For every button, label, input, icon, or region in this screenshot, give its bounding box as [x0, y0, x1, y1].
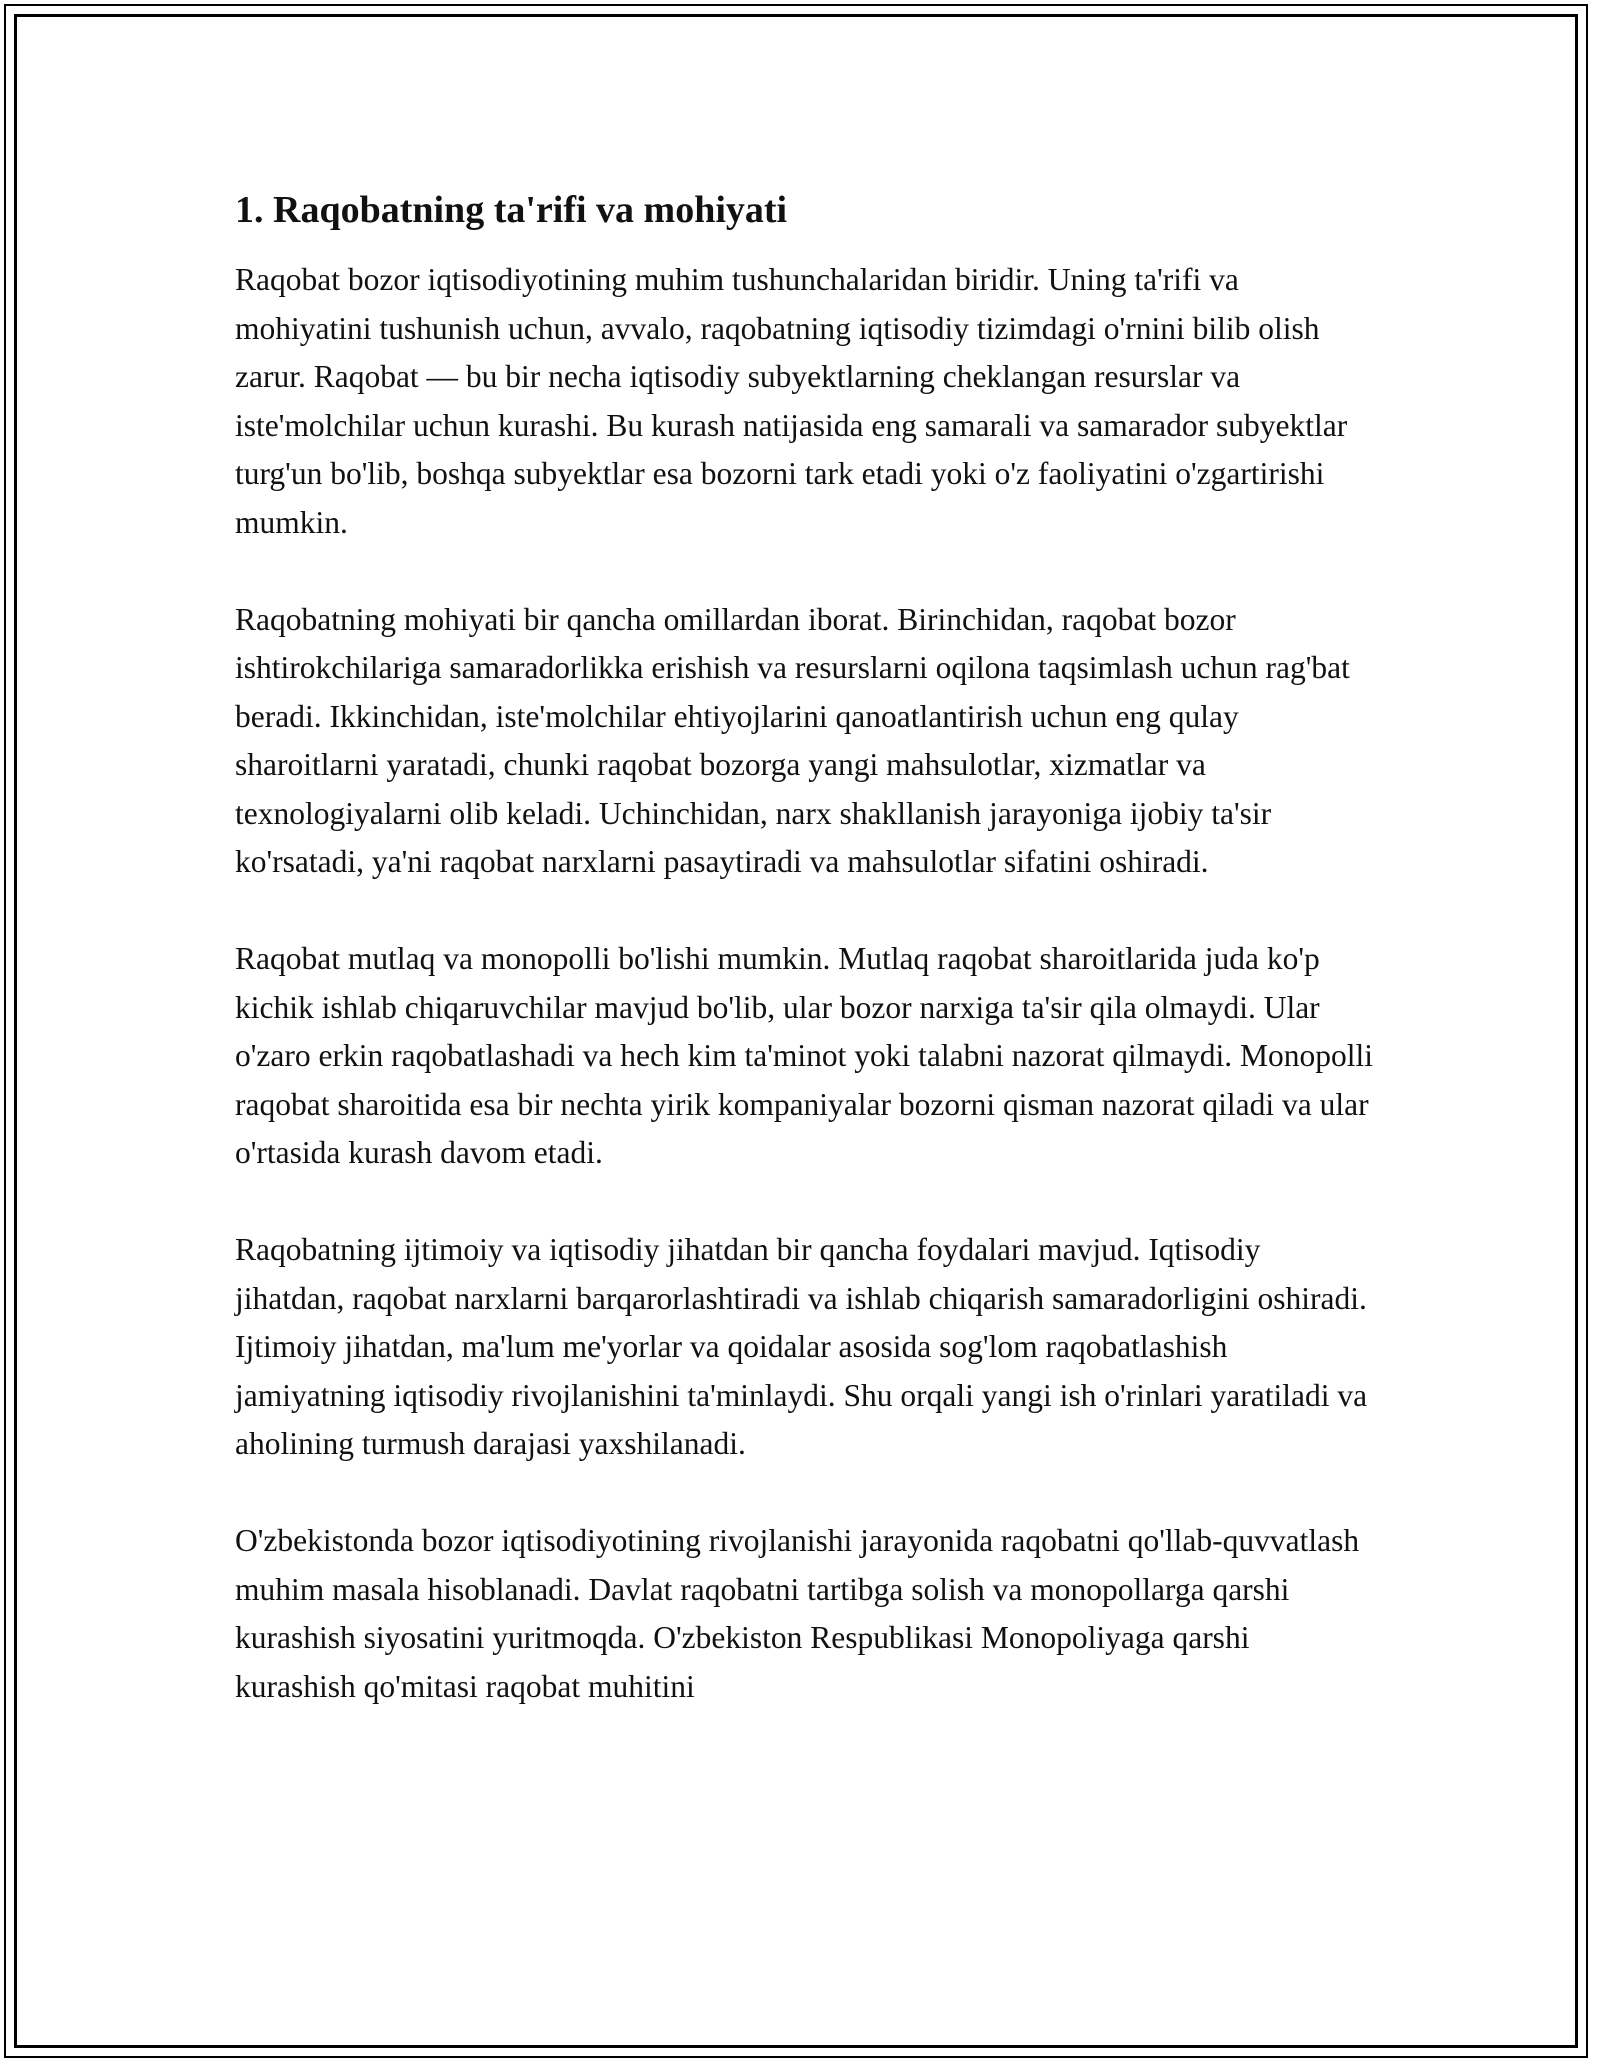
paragraph-3: Raqobat mutlaq va monopolli bo'lishi mumkin. Mutlaq raqobat sharoitlarida juda ko'p kichik ishlab chiqaruvchilar mavjud bo'lib, ular bozor narxiga ta'sir qila olmaydi. Ular o'zaro erkin raqobatlashadi va hech kim ta'minot yoki talabni nazorat qilmaydi. Monopolli raqobat sharoitida esa bir nechta yirik kompaniyalar bozorni qisman nazorat qiladi va ular o'rtasida kurash davom etadi. — [235, 941, 1374, 1170]
paragraph-5: O'zbekistonda bozor iqtisodiyotining rivojlanishi jarayonida raqobatni qo'llab-quvvatlash muhim masala hisoblanadi. Davlat raqobatni tartibga solish va monopollarga qarshi kurashish siyosatini yuritmoqda. O'zbekiston Respublikasi Monopoliyaga qarshi kurashish qo'mitasi raqobat muhitini — [235, 1523, 1360, 1704]
document-body — [235, 186, 1375, 1711]
paragraph-1: Raqobat bozor iqtisodiyotining muhim tushunchalaridan biridir. Uning ta'rifi va mohiyatini tushunish uchun, avvalo, raqobatning iqtisodiy tizimdagi o'rnini bilib olish zarur. Raqobat — bu bir necha iqtisodiy subyektlarning cheklangan resurslar va iste'molchilar uchun kurashi. Bu kurash natijasida eng samarali va samarador subyektlar turg'un bo'lib, boshqa subyektlar esa bozorni tark etadi yoki o'z faoliyatini o'zgartirishi mumkin. — [235, 262, 1348, 540]
paragraph-2: Raqobatning mohiyati bir qancha omillardan iborat. Birinchidan, raqobat bozor ishtirokchilariga samaradorlikka erishish va resurslarni oqilona taqsimlash uchun rag'bat beradi. Ikkinchidan, iste'molchilar ehtiyojlarini qanoatlantirish uchun eng qulay sharoitlarni yaratadi, chunki raqobat bozorga yangi mahsulotlar, xizmatlar va texnologiyalarni olib keladi. Uchinchidan, narx shakllanish jarayoniga ijobiy ta'sir ko'rsatadi, ya'ni raqobat narxlarni pasaytiradi va mahsulotlar sifatini oshiradi. — [235, 601, 1350, 879]
section-heading: 1. Raqobatning ta'rifi va mohiyati — [235, 189, 788, 231]
paragraph-4: Raqobatning ijtimoiy va iqtisodiy jihatdan bir qancha foydalari mavjud. Iqtisodiy jihatdan, raqobat narxlarni barqarorlashtiradi va ishlab chiqarish samaradorligini oshiradi. Ijtimoiy jihatdan, ma'lum me'yorlar va qoidalar asosida sog'lom raqobatlashish jamiyatning iqtisodiy rivojlanishini ta'minlaydi. Shu orqali yangi ish o'rinlari yaratiladi va aholining turmush darajasi yaxshilanadi. — [235, 1232, 1368, 1461]
